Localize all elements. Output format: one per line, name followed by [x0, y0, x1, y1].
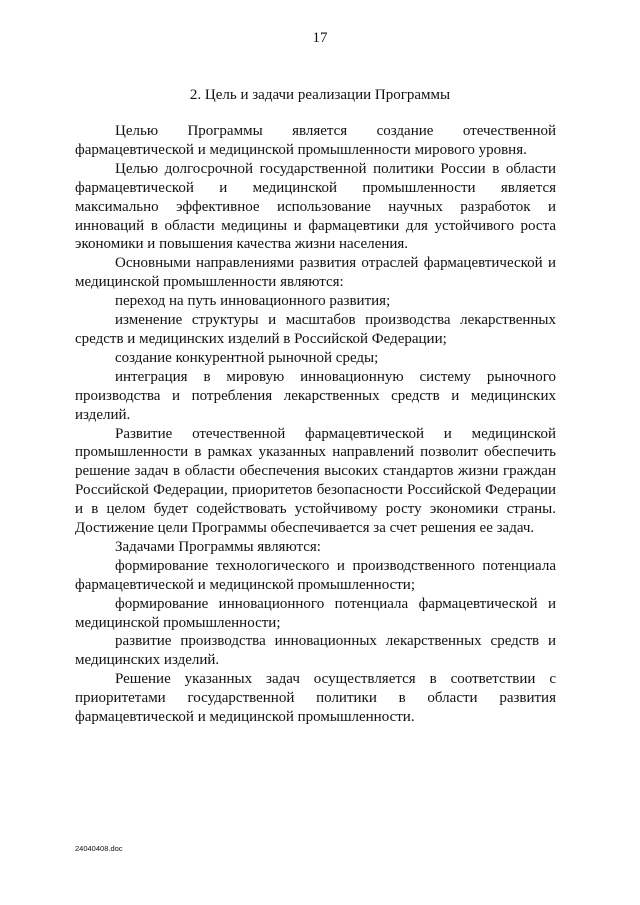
paragraph-development-outcome: Развитие отечественной фармацевтической и медицинской промышленности в рамках указанных направлений позволит обеспечить решение задач в области обеспечения высоких стандартов жизни граждан Российской Федерации, приоритетов безопасности Российской Федерации и в целом будет содействовать устойчивому росту экономики страны. Достижение цели Программы обеспечивается за счет решения ее задач.	[75, 425, 556, 537]
section-heading: 2. Цель и задачи реализации Программы	[189, 87, 451, 103]
list-item-direction-structure: изменение структуры и масштабов производства лекарственных средств и медицинских изделий в Российской Федерации;	[75, 312, 556, 347]
paragraph-policy-goal: Целью долгосрочной государственной политики России в области фармацевтической и медицинской промышленности является максимально эффективное использование научных разработок и инноваций в области медицины и фармацевтики для устойчивого роста экономики и повышения качества жизни населения.	[75, 160, 556, 253]
paragraph-program-goal: Целью Программы является создание отечественной фармацевтической и медицинской промышленности мирового уровня.	[75, 123, 556, 158]
paragraph-tasks-solution: Решение указанных задач осуществляется в соответствии с приоритетами государственной политики в области развития фармацевтической и медицинской промышленности.	[75, 671, 556, 726]
list-item-task-technological: формирование технологического и производственного потенциала фармацевтической и медицинской промышленности;	[75, 557, 556, 593]
list-item-task-innovative: формирование инновационного потенциала фармацевтической и медицинской промышленности;	[75, 595, 556, 631]
paragraph-directions-intro: Основными направлениями развития отраслей фармацевтической и медицинской промышленности являются:	[75, 255, 556, 291]
list-item-direction-integration: интеграция в мировую инновационную систему рыночного производства и потребления лекарственных средств и медицинских изделий.	[75, 368, 556, 423]
list-item-direction-competition: создание конкурентной рыночной среды;	[115, 349, 379, 366]
paragraph-tasks-intro: Задачами Программы являются:	[115, 538, 321, 555]
page-number: 17	[312, 30, 328, 46]
document-body	[75, 122, 556, 727]
list-item-task-production: развитие производства инновационных лекарственных средств и медицинских изделий.	[75, 633, 556, 669]
list-item-direction-innovation: переход на путь инновационного развития;	[115, 293, 391, 310]
footer-document-filename: 24040408.doc	[75, 844, 123, 853]
